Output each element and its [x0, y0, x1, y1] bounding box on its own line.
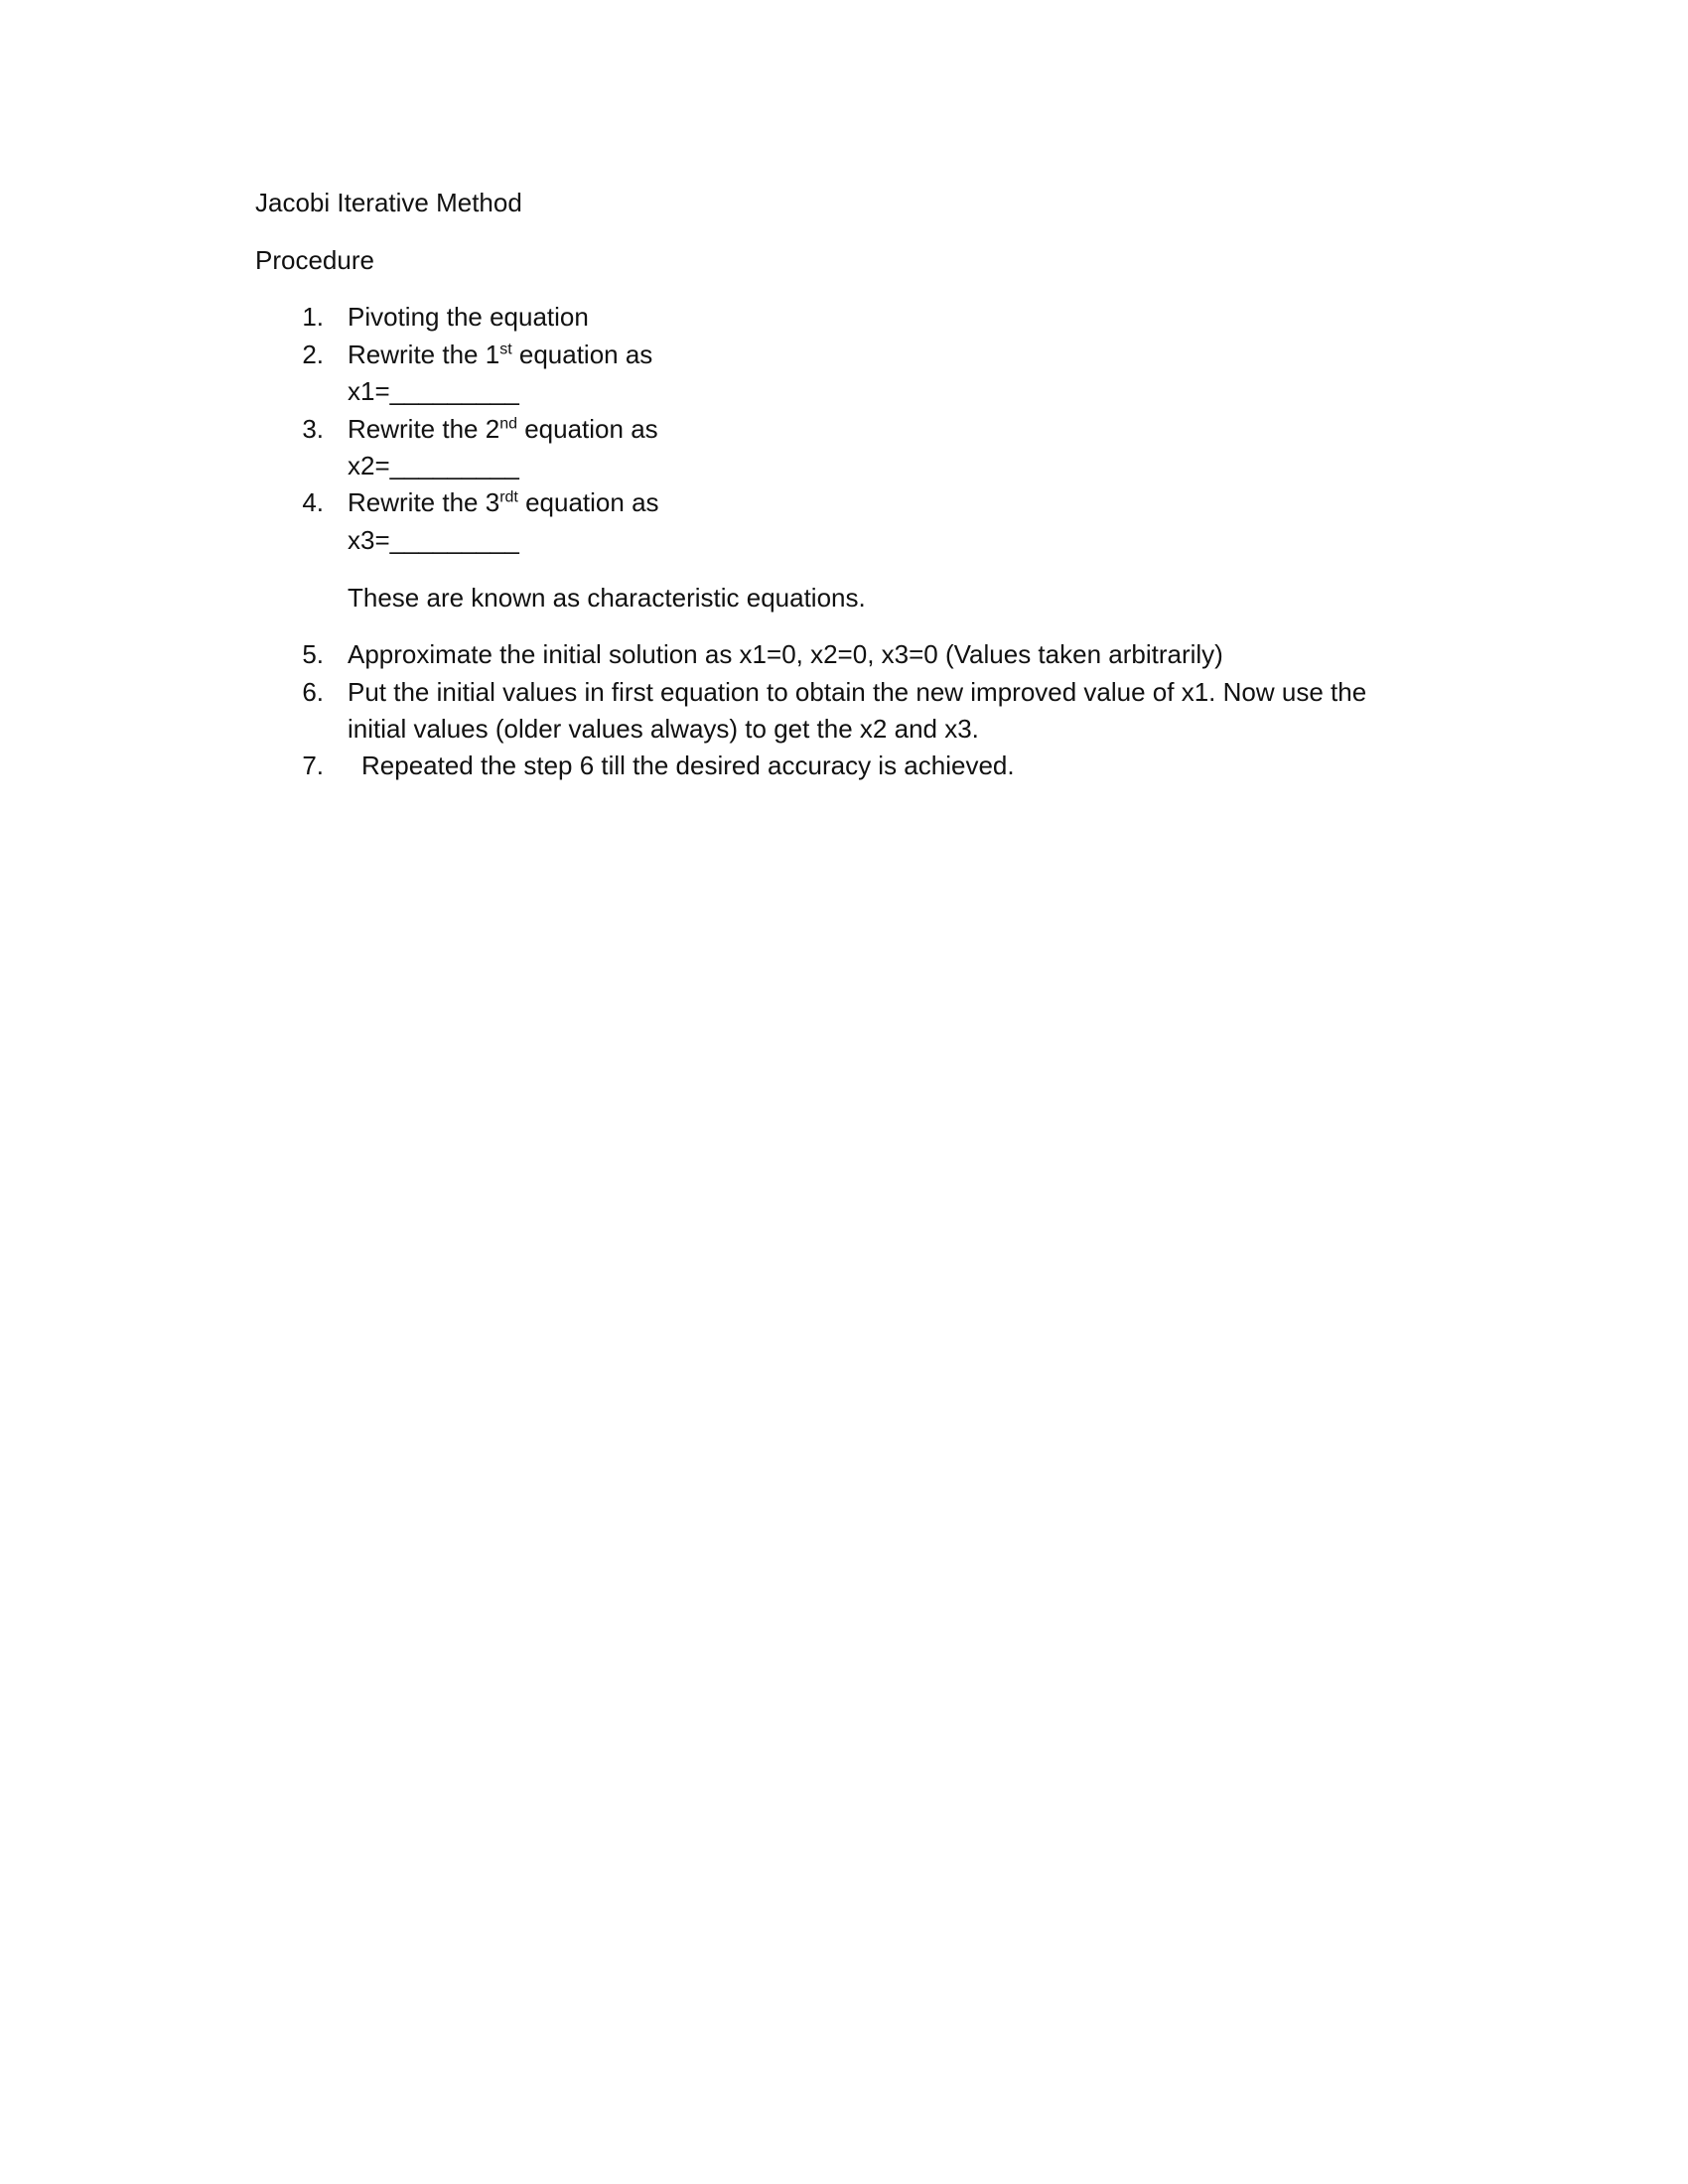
document-title: Jacobi Iterative Method	[255, 188, 522, 217]
step-5-number: 5.	[302, 639, 324, 669]
step-5-text: Approximate the initial solution as x1=0, x2=0, x3=0 (Values taken arbitrarily)	[348, 639, 1223, 669]
step-4-number: 4.	[302, 487, 324, 517]
step-6-number: 6.	[302, 677, 324, 707]
step-6-text-continued: initial values (older values always) to get the x2 and x3.	[348, 714, 979, 744]
step-4-formula: x3=_________	[348, 525, 519, 555]
step-2-superscript: st	[499, 341, 512, 358]
step-2-formula: x1=_________	[348, 376, 519, 406]
step-3-formula: x2=_________	[348, 451, 519, 480]
step-7-number: 7.	[302, 751, 324, 780]
step-3-superscript: nd	[499, 415, 517, 433]
step-1-text: Pivoting the equation	[348, 302, 589, 332]
step-3-text: Rewrite the 2nd equation as	[348, 414, 658, 444]
step-3-number: 3.	[302, 414, 324, 444]
step-2-text: Rewrite the 1st equation as	[348, 340, 653, 369]
step-6-text: Put the initial values in first equation to obtain the new improved value of x1. Now use the	[348, 677, 1367, 707]
step-1-number: 1.	[302, 302, 324, 332]
characteristic-note: These are known as characteristic equations.	[348, 583, 866, 613]
step-2-number: 2.	[302, 340, 324, 369]
step-7-text: Repeated the step 6 till the desired accuracy is achieved.	[361, 751, 1015, 780]
step-4-text: Rewrite the $3^{rdt}$ equation as	[348, 487, 659, 517]
procedure-heading: Procedure	[255, 245, 374, 275]
step-4-superscript: rdt	[499, 488, 518, 506]
